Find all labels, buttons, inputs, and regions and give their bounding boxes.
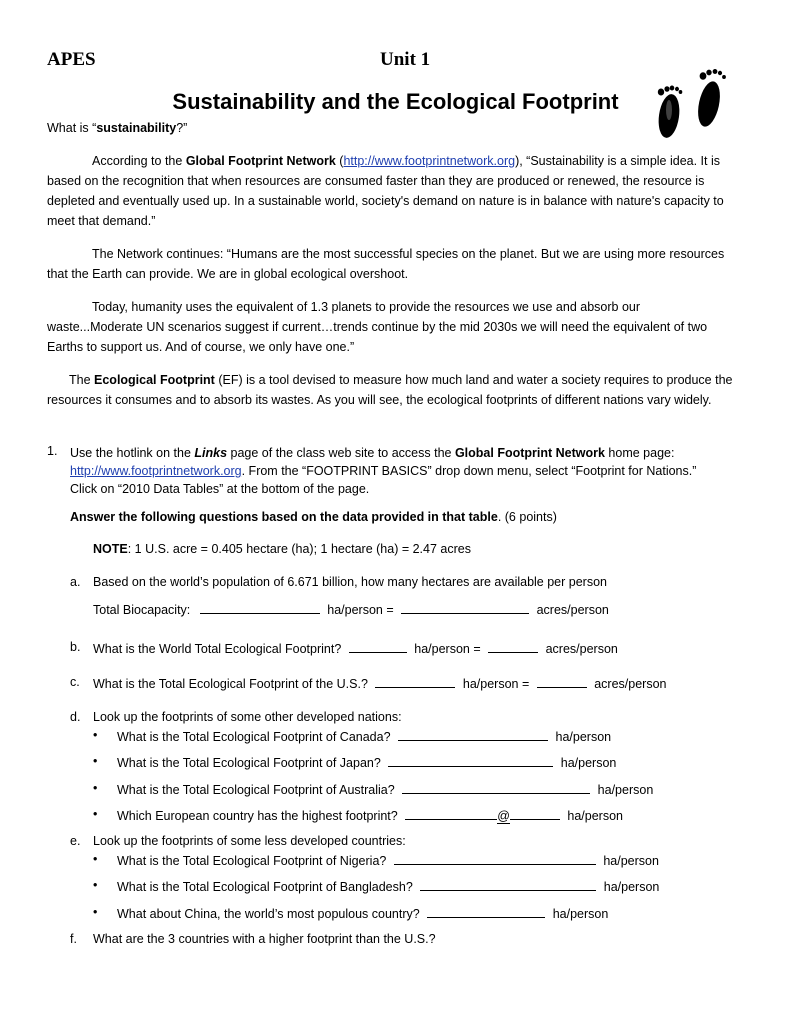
question-b-row: What is the World Total Ecological Footprint? ha/person = acres/person [93,642,618,656]
europe-country-blank[interactable] [405,807,497,820]
bullet: • [93,781,98,795]
question-d-letter: d. [70,710,81,724]
question-e-bangladesh: What is the Total Ecological Footprint of Bangladesh? ha/person [117,880,660,894]
japan-ef-blank[interactable] [388,754,553,767]
bullet: • [93,807,98,821]
biocapacity-ha-blank[interactable] [200,601,320,614]
unit-label: Unit 1 [380,49,431,70]
bullet: • [93,905,98,919]
question-d-canada: What is the Total Ecological Footprint of Canada? ha/person [117,730,612,744]
question-b-letter: b. [70,640,81,654]
us-ef-ha-blank[interactable] [375,675,455,688]
bullet: • [93,878,98,892]
bullet: • [93,754,98,768]
item-instructions: Use the hotlink on the Links page of the class web site to access the Global Footprint Network home page: http://www.footprintnetwork.org. From the “FOOTPRINT BASICS” drop down menu, select “Footprint for Nations.” Click on “2010 Data Tables” at the bottom of the page. [70,446,697,496]
canada-ef-blank[interactable] [398,728,548,741]
question-e-nigeria: What is the Total Ecological Footprint of Nigeria? ha/person [117,854,659,868]
bullet: • [93,728,98,742]
page-title: Sustainability and the Ecological Footprint [172,89,619,114]
footprint-network-link-2[interactable]: http://www.footprintnetwork.org [70,464,242,478]
question-f-letter: f. [70,932,77,946]
paragraph-ecological-footprint: The Ecological Footprint (EF) is a tool devised to measure how much land and water a society requires to produce the resources it consumes and to absorb its wastes. As you will see, the ecological footprints of different nations vary widely. [47,373,733,407]
europe-ef-blank[interactable] [510,807,560,820]
question-a-answer-row: Total Biocapacity: ha/person = acres/person [93,603,609,617]
item-number: 1. [47,444,58,458]
question-d-japan: What is the Total Ecological Footprint of Japan? ha/person [117,756,617,770]
question-a-letter: a. [70,575,81,589]
question-c-row: What is the Total Ecological Footprint of the U.S.? ha/person = acres/person [93,677,667,691]
bullet: • [93,852,98,866]
australia-ef-blank[interactable] [402,781,590,794]
question-d-text: Look up the footprints of some other developed nations: [93,710,402,724]
conversion-note: NOTE: 1 U.S. acre = 0.405 hectare (ha); 1 hectare (ha) = 2.47 acres [93,542,471,556]
question-f-text: What are the 3 countries with a higher footprint than the U.S.? [93,932,436,946]
question-e-china: What about China, the world’s most populous country? ha/person [117,907,609,921]
paragraph-definition: According to the Global Footprint Network (http://www.footprintnetwork.org), “Sustainability is a simple idea. It is based on the recognition that when resources are consumed faster than they are produced or renewed, the resource is depleted and eventually used up. In a sustainable world, society's demand on nature is in balance with nature's capacity to meet that demand.” [47,154,724,228]
question-d-australia: What is the Total Ecological Footprint of Australia? ha/person [117,783,654,797]
world-ef-ha-blank[interactable] [349,640,407,653]
china-ef-blank[interactable] [427,905,545,918]
bangladesh-ef-blank[interactable] [420,878,596,891]
paragraph-planets: Today, humanity uses the equivalent of 1.3 planets to provide the resources we use and absorb our waste...Moderate UN scenarios suggest if current…trends continue by the mid 2030s we will need the equivalent of two Earths to support us. And of course, we only have one.” [47,300,708,354]
question-d-europe: Which European country has the highest footprint? @ ha/person [117,809,624,823]
question-c-letter: c. [70,675,80,689]
question-sustainability: What is “sustainability?” [47,121,188,135]
answer-instruction: Answer the following questions based on the data provided in that table. (6 points) [70,510,557,524]
us-ef-acres-blank[interactable] [537,675,587,688]
question-e-letter: e. [70,834,81,848]
question-e-text: Look up the footprints of some less developed countries: [93,834,406,848]
footprint-network-link[interactable]: http://www.footprintnetwork.org [343,154,516,168]
question-a-text: Based on the world’s population of 6.671 billion, how many hectares are available per person [93,575,607,589]
paragraph-overshoot: The Network continues: “Humans are the most successful species on the planet. But we are using more resources that the Earth can provide. We are in global ecological overshoot. [47,247,725,281]
world-ef-acres-blank[interactable] [488,640,538,653]
biocapacity-acres-blank[interactable] [401,601,529,614]
course-label: APES [47,49,96,70]
nigeria-ef-blank[interactable] [394,852,596,865]
